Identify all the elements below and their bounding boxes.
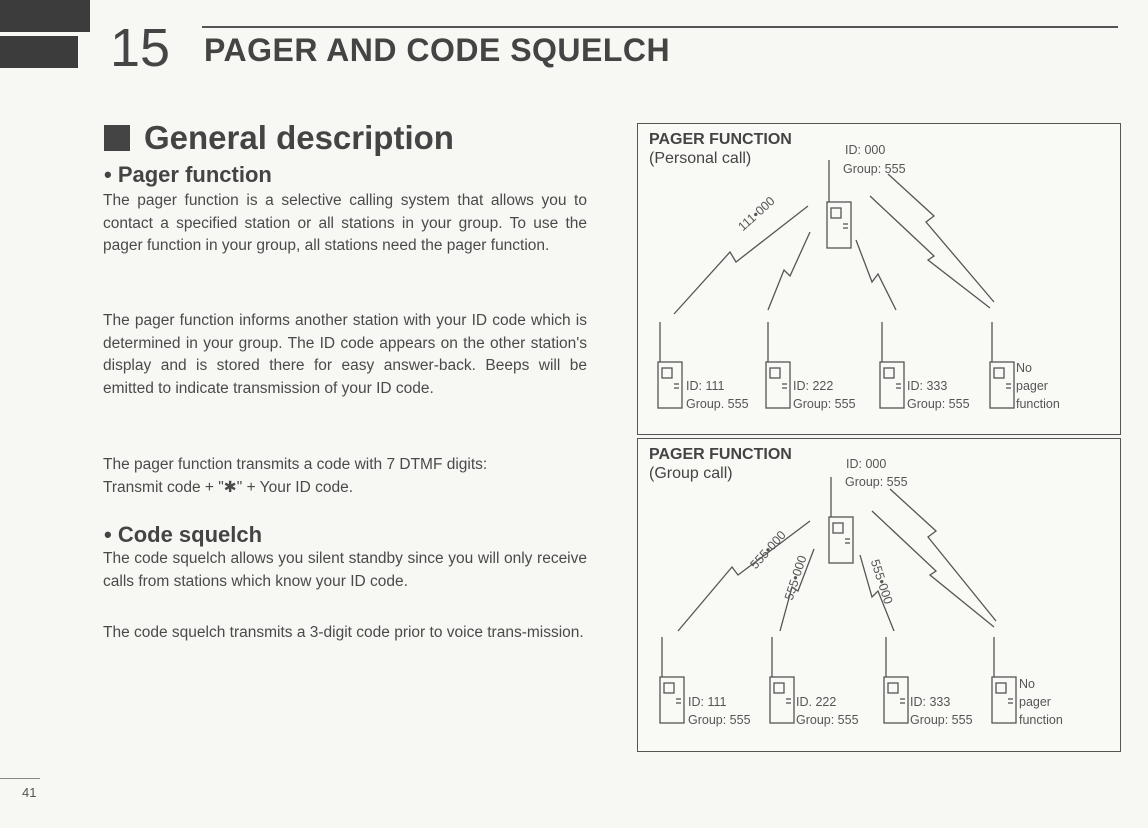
pager-paragraph-1: The pager function is a selective calling system that allows you to contact a specified station or all stations in your group. To use the pager function in your group, all stations need the pager function.: [103, 192, 587, 254]
code-label-1: 555•000: [747, 528, 789, 572]
code-label: 111•000: [735, 193, 778, 234]
personal-call-title: PAGER FUNCTION (Personal call): [649, 131, 792, 167]
station-1-id: ID: 111: [688, 695, 727, 709]
pager-function-heading: • Pager function: [104, 162, 272, 187]
code-label-2: 555•000: [781, 553, 810, 602]
station-1-id: ID: 111: [686, 379, 725, 393]
station-4-line-1: No: [1016, 361, 1032, 375]
chapter-tab-marker: [0, 0, 90, 68]
station-3-group: Group: 555: [910, 713, 973, 727]
square-bullet-icon: [104, 125, 130, 151]
code-squelch-heading: • Code squelch: [104, 522, 263, 547]
section-title: General description: [144, 119, 454, 156]
station-4-line-3: function: [1019, 713, 1063, 727]
personal-call-diagram: [637, 123, 1121, 435]
chapter-number: 15: [110, 18, 171, 78]
station-4-line-1: No: [1019, 677, 1035, 691]
group-call-title: PAGER FUNCTION (Group call): [649, 446, 792, 482]
station-3-id: ID: 333: [907, 379, 948, 393]
station-3-id: ID: 333: [910, 695, 951, 709]
center-group-label: Group: 555: [843, 162, 906, 176]
station-3-group: Group: 555: [907, 397, 970, 411]
pager-paragraph-3: [103, 454, 587, 499]
center-group-label: Group: 555: [845, 475, 908, 489]
squelch-paragraph-2: The code squelch transmits a 3-digit code prior to voice trans-mission.: [103, 624, 584, 641]
pager-paragraph-3-line-1: The pager function transmits a code with 7 DTMF digits:: [103, 456, 488, 473]
pager-paragraph-3-line-2: Transmit code + "✱" + Your ID code.: [103, 478, 354, 496]
squelch-paragraph-1: The code squelch allows you silent standby since you will only receive calls from stations which know your ID code.: [103, 550, 587, 590]
station-2-id: ID: 222: [793, 379, 834, 393]
station-4-line-2: pager: [1016, 379, 1048, 393]
chapter-rule: [202, 26, 1118, 28]
station-2-group: Group: 555: [793, 397, 856, 411]
code-label-3: 555•000: [867, 557, 896, 606]
page-number-rule: [0, 778, 40, 779]
station-4-line-2: pager: [1019, 695, 1051, 709]
center-id-label: ID: 000: [846, 457, 887, 471]
group-call-diagram: [637, 438, 1121, 752]
station-4-line-3: function: [1016, 397, 1060, 411]
center-id-label: ID: 000: [845, 143, 886, 157]
chapter-title: PAGER AND CODE SQUELCH: [204, 32, 671, 68]
station-2-id: ID. 222: [796, 695, 837, 709]
station-1-group: Group. 555: [686, 397, 749, 411]
station-1-group: Group: 555: [688, 713, 751, 727]
page-number: 41: [22, 785, 37, 800]
station-2-group: Group: 555: [796, 713, 859, 727]
pager-paragraph-2: The pager function informs another station with your ID code which is determined in your group. The ID code appears on the other station's display and is stored there for easy answer-back. Beeps will be emitted to indicate transmission of your ID code.: [103, 312, 587, 397]
section-heading: [104, 118, 454, 158]
